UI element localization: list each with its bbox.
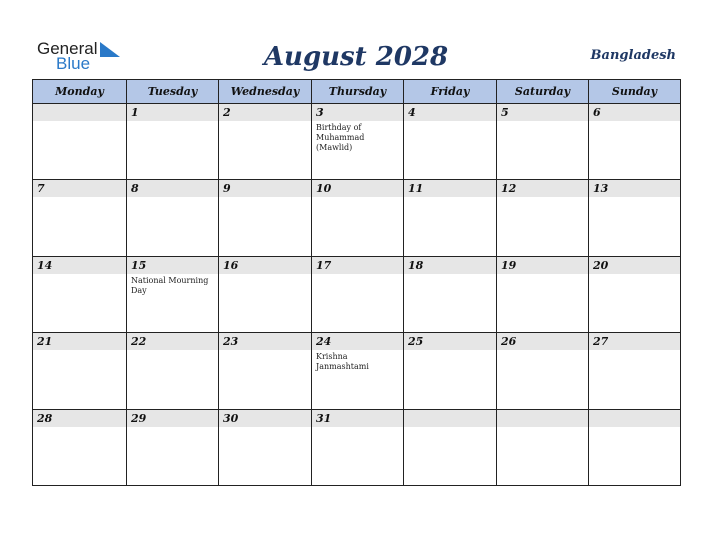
day-cell [126,257,218,332]
weekday-header-cell: Friday [403,80,496,103]
day-cell [496,410,588,485]
day-number: 23 [223,335,239,348]
country-label: Bangladesh [590,48,676,63]
day-number-band [404,410,496,427]
day-number: 1 [131,106,139,119]
day-cell [496,104,588,179]
day-number: 19 [501,259,517,272]
week-row [33,332,680,409]
day-number: 15 [131,259,147,272]
day-cell [403,410,496,485]
day-cell [496,180,588,256]
week-row [33,103,680,179]
holiday-event: National Mourning Day [131,276,209,295]
day-number: 27 [593,335,609,348]
day-cell [403,104,496,179]
day-number: 30 [223,412,239,425]
day-number-band [404,104,496,121]
day-number: 20 [593,259,609,272]
logo-text-blue: Blue [56,54,91,73]
weekday-header-cell: Monday [55,85,104,98]
day-number: 28 [37,412,53,425]
day-number: 5 [501,106,509,119]
day-number: 14 [37,259,53,272]
weekday-header-cell: Tuesday [126,80,218,103]
day-cell [218,333,311,409]
day-cell [126,104,218,179]
day-cell [588,333,680,409]
day-number-band [497,104,588,121]
holiday-event: Krishna Janmashtami [316,352,369,371]
logo-text-general: General [37,39,98,58]
day-cell [311,257,403,332]
calendar-grid [32,79,681,486]
day-number-band [589,104,680,121]
calendar-title: August 2028 [263,42,449,72]
day-number: 31 [316,412,332,425]
day-cell [218,257,311,332]
day-cell [311,104,403,179]
day-number-band [33,104,126,121]
day-cell [403,333,496,409]
day-number: 17 [316,259,332,272]
day-cell [33,104,126,179]
day-number: 12 [501,182,517,195]
day-cell [33,180,126,256]
day-number: 24 [316,335,332,348]
day-cell [126,180,218,256]
day-number: 13 [593,182,609,195]
day-cell [33,333,126,409]
day-number: 10 [316,182,332,195]
day-cell [218,104,311,179]
day-cell [33,410,126,485]
day-cell [588,257,680,332]
day-number: 6 [593,106,601,119]
day-cell [126,410,218,485]
day-number-band [127,104,218,121]
day-number-band [497,410,588,427]
week-row [33,409,680,485]
day-number: 4 [408,106,416,119]
day-cell [403,257,496,332]
week-row [33,256,680,332]
day-number: 26 [501,335,517,348]
day-number-band [219,180,311,197]
holiday-event: Birthday of Muhammad (Mawlid) [316,123,365,152]
day-number: 11 [408,182,424,195]
day-number: 22 [131,335,147,348]
weekday-header-cell: Wednesday [218,80,311,103]
day-cell [588,180,680,256]
day-number: 2 [223,106,231,119]
day-number: 21 [37,335,53,348]
day-cell [218,180,311,256]
day-number-band [33,180,126,197]
day-number: 29 [131,412,147,425]
day-cell [33,257,126,332]
day-number: 7 [37,182,45,195]
day-cell [496,333,588,409]
day-cell [126,333,218,409]
weekday-header-cell: Sunday [588,80,680,103]
weekday-header-cell: Saturday [496,80,588,103]
day-number-band [219,104,311,121]
day-number-band [127,180,218,197]
day-cell [403,180,496,256]
day-cell [311,333,403,409]
weekday-header [33,80,680,103]
week-row [33,179,680,256]
day-number: 9 [223,182,231,195]
day-number: 25 [408,335,424,348]
weekday-header-cell: Thursday [311,80,403,103]
day-cell [311,180,403,256]
day-cell [218,410,311,485]
day-number: 16 [223,259,239,272]
day-number-band [589,410,680,427]
day-number: 8 [131,182,139,195]
day-number: 18 [408,259,424,272]
day-number: 3 [316,106,324,119]
day-number-band [312,104,403,121]
day-cell [496,257,588,332]
day-cell [588,104,680,179]
day-cell [311,410,403,485]
day-cell [588,410,680,485]
